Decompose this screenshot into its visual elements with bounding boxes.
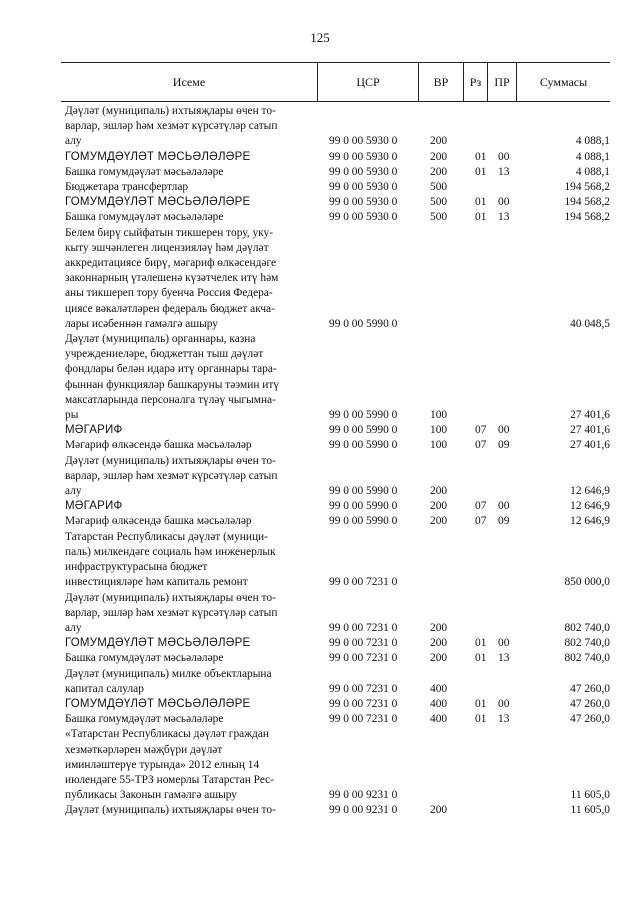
row-sum: 47 260,0 (570, 697, 610, 710)
row-values (65, 682, 610, 697)
row-sum: 11 605,0 (570, 804, 610, 817)
row-name: ГОМУМДӘҮЛӘТ МӘСЬӘЛӘЛӘРЕ (65, 637, 251, 650)
row-csr: 99 0 00 5990 0 (329, 515, 398, 528)
row-name: Башка гомумдәүләт мәсьәләләре (65, 165, 224, 178)
row-values (65, 484, 610, 499)
row-pr: 00 (498, 424, 510, 437)
row-values (65, 697, 610, 712)
row-values (65, 165, 610, 180)
row-vr: 200 (430, 652, 448, 665)
row-rz: 01 (475, 652, 487, 665)
row-name: Бюджетара трансфертлар (65, 181, 189, 194)
row-rz: 07 (475, 500, 487, 513)
row-values (65, 621, 610, 636)
row-csr: 99 0 00 5990 0 (329, 317, 398, 330)
row-csr: 99 0 00 5990 0 (329, 439, 398, 452)
table-row (65, 195, 610, 210)
row-rz: 07 (475, 424, 487, 437)
row-vr: 200 (430, 515, 448, 528)
row-name: Башка гомумдәүләт мәсьәләләре (65, 652, 224, 665)
row-rz: 01 (475, 713, 487, 726)
table-row (65, 332, 610, 423)
row-csr: 99 0 00 5930 0 (329, 196, 398, 209)
table-row (65, 530, 610, 591)
row-pr: 09 (498, 515, 510, 528)
row-pr: 00 (498, 196, 510, 209)
row-values (65, 195, 610, 210)
row-sum: 802 740,0 (564, 621, 610, 634)
row-name: Дәүләт (муниципаль) ихтыяҗлары өчен то- варлар, эшләр һәм хезмәт күрсәтүләр сатып алу (65, 454, 278, 498)
row-vr: 500 (430, 181, 448, 194)
row-name: ГОМУМДӘҮЛӘТ МӘСЬӘЛӘЛӘРЕ (65, 697, 251, 710)
row-name: Мәгариф өлкәсендә башка мәсьәләләр (65, 439, 252, 452)
row-values (65, 499, 610, 514)
row-vr: 500 (430, 196, 448, 209)
row-vr: 100 (430, 424, 448, 437)
row-vr: 200 (430, 637, 448, 650)
header-csr: ЦСР (317, 63, 418, 101)
table-row (65, 803, 610, 818)
row-name: Татарстан Республикасы дәүләт (муници- паль) милкендәге социаль һәм инженерлык инфраструктурасына бюджет инвестицияләре һәм капиталь ремонт (65, 530, 276, 589)
row-csr: 99 0 00 7231 0 (329, 576, 398, 589)
row-vr: 200 (430, 165, 448, 178)
row-values (65, 803, 610, 818)
table-row (65, 697, 610, 712)
row-csr: 99 0 00 5930 0 (329, 211, 398, 224)
row-csr: 99 0 00 5990 0 (329, 485, 398, 498)
row-sum: 802 740,0 (564, 637, 610, 650)
table-row (65, 591, 610, 637)
row-csr: 99 0 00 7231 0 (329, 637, 398, 650)
row-name: Дәүләт (муниципаль) ихтыяҗлары өчен то- (65, 804, 276, 817)
row-sum: 11 605,0 (570, 789, 610, 802)
row-sum: 850 000,0 (564, 576, 610, 589)
row-name: Дәүләт (муниципаль) ихтыяҗлары өчен то- варлар, эшләр һәм хезмәт күрсәтүләр сатып алу (65, 105, 278, 148)
row-csr: 99 0 00 7231 0 (329, 697, 398, 710)
row-name: МӘГАРИФ (65, 424, 123, 437)
row-name: «Татарстан Республикасы дәүләт граждан хезмәткәрләрен мәҗбүри дәүләт иминләштерүе турында» 2012 елның 14 июлендәге 55-ТРЗ номерлы Татарстан Рес- публикасы Законын гамәлгә ашыру (65, 728, 275, 802)
row-sum: 12 646,9 (570, 515, 610, 528)
row-values (65, 788, 610, 803)
row-values (65, 636, 610, 651)
row-name: Дәүләт (муниципаль) ихтыяҗлары өчен то- варлар, эшләр һәм хезмәт күрсәтүләр сатып алу (65, 591, 278, 634)
row-sum: 12 646,9 (570, 485, 610, 498)
row-name: Башка гомумдәүләт мәсьәләләре (65, 211, 224, 224)
table-row (65, 180, 610, 195)
table-row (65, 712, 610, 727)
page-number: 125 (310, 30, 330, 45)
row-rz: 01 (475, 150, 487, 163)
row-name: Белем бирү сыйфатын тикшерен тору, уку- кыту эшчәнлеген лицензияләү һәм дәүләт aккредитациясе бирү, мәгариф өлкәсендәге законнарның үтәлешенә күзәтчелек итү һәм аны тикшереп тору буенча Россия Федера- циясе вәкаләтләрен федераль бюджет акча- лары исәбеннән гамәлгә ашыру (65, 226, 279, 330)
row-vr: 200 (430, 485, 448, 498)
row-values (65, 423, 610, 438)
row-sum: 40 048,5 (570, 317, 610, 330)
row-csr: 99 0 00 5990 0 (329, 500, 398, 513)
row-vr: 500 (430, 211, 448, 224)
header-sum: Суммасы (516, 63, 610, 101)
row-pr: 00 (498, 150, 510, 163)
row-sum: 802 740,0 (564, 652, 610, 665)
row-csr: 99 0 00 5930 0 (329, 150, 398, 163)
row-rz: 01 (475, 196, 487, 209)
row-sum: 47 260,0 (570, 682, 610, 695)
row-rz: 07 (475, 515, 487, 528)
row-rz: 01 (475, 165, 487, 178)
row-vr: 400 (430, 682, 448, 695)
row-pr: 13 (498, 652, 510, 665)
row-sum: 27 401,6 (570, 424, 610, 437)
row-name: Дәүләт (муниципаль) органнары, казна учреждениеләре, бюджеттан тыш дәүләт фондлары белән идарә итү органнары тара- фыннан функцияләр башкаруны тәэмин итү максатларында персоналга түләү чыгымна- ры (65, 333, 280, 422)
table-header (61, 62, 610, 102)
table-row (65, 150, 610, 165)
row-values (65, 515, 610, 530)
row-sum: 27 401,6 (570, 439, 610, 452)
row-values (65, 575, 610, 590)
row-rz: 01 (475, 697, 487, 710)
row-csr: 99 0 00 7231 0 (329, 713, 398, 726)
budget-table-body (65, 104, 610, 819)
table-row (65, 423, 610, 438)
row-values (65, 317, 610, 332)
row-vr: 200 (430, 804, 448, 817)
row-csr: 99 0 00 5990 0 (329, 424, 398, 437)
row-pr: 13 (498, 165, 510, 178)
row-csr: 99 0 00 9231 0 (329, 804, 398, 817)
row-vr: 100 (430, 439, 448, 452)
row-sum: 47 260,0 (570, 713, 610, 726)
row-sum: 27 401,6 (570, 409, 610, 422)
row-vr: 200 (430, 621, 448, 634)
row-vr: 200 (430, 500, 448, 513)
row-csr: 99 0 00 5930 0 (329, 165, 398, 178)
row-values (65, 651, 610, 666)
row-values (65, 210, 610, 225)
row-vr: 400 (430, 713, 448, 726)
row-sum: 194 568,2 (564, 211, 610, 224)
header-vr: ВР (418, 63, 463, 101)
table-row (65, 454, 610, 500)
row-pr: 00 (498, 500, 510, 513)
header-name: Исеме (172, 74, 206, 89)
row-values (65, 180, 610, 195)
row-name: ГОМУМДӘҮЛӘТ МӘСЬӘЛӘЛӘРЕ (65, 150, 251, 163)
header-rz: Рз (463, 63, 487, 101)
row-csr: 99 0 00 5990 0 (329, 409, 398, 422)
table-row (65, 499, 610, 514)
row-values (65, 712, 610, 727)
row-values (65, 408, 610, 423)
row-pr: 09 (498, 439, 510, 452)
row-csr: 99 0 00 7231 0 (329, 682, 398, 695)
row-sum: 194 568,2 (564, 196, 610, 209)
table-row (65, 651, 610, 666)
header-pr: ПР (487, 63, 516, 101)
row-sum: 4 088,1 (575, 135, 610, 148)
row-name: МӘГАРИФ (65, 500, 123, 513)
table-row (65, 727, 610, 803)
row-rz: 07 (475, 439, 487, 452)
row-csr: 99 0 00 7231 0 (329, 621, 398, 634)
row-vr: 200 (430, 150, 448, 163)
row-name: ГОМУМДӘҮЛӘТ МӘСЬӘЛӘЛӘРЕ (65, 196, 251, 209)
row-pr: 13 (498, 211, 510, 224)
table-row (65, 514, 610, 529)
table-row (65, 165, 610, 180)
table-row (65, 104, 610, 150)
row-csr: 99 0 00 7231 0 (329, 652, 398, 665)
row-values (65, 134, 610, 149)
row-name: Башка гомумдәүләт мәсьәләләре (65, 713, 224, 726)
row-vr: 100 (430, 409, 448, 422)
row-csr: 99 0 00 9231 0 (329, 789, 398, 802)
row-rz: 01 (475, 211, 487, 224)
row-csr: 99 0 00 5930 0 (329, 135, 398, 148)
row-sum: 12 646,9 (570, 500, 610, 513)
row-values (65, 438, 610, 453)
row-values (65, 150, 610, 165)
table-row (65, 210, 610, 225)
row-sum: 4 088,1 (575, 165, 610, 178)
table-row (65, 226, 610, 332)
row-pr: 00 (498, 637, 510, 650)
row-vr: 400 (430, 697, 448, 710)
row-csr: 99 0 00 5930 0 (329, 181, 398, 194)
row-rz: 01 (475, 637, 487, 650)
row-sum: 194 568,2 (564, 181, 610, 194)
row-name: Мәгариф өлкәсендә башка мәсьәләләр (65, 515, 252, 528)
row-sum: 4 088,1 (575, 150, 610, 163)
row-pr: 00 (498, 697, 510, 710)
row-pr: 13 (498, 713, 510, 726)
table-row (65, 667, 610, 697)
table-row (65, 438, 610, 453)
row-vr: 200 (430, 135, 448, 148)
row-name: Дәүләт (муниципаль) милке объектларына капитал салулар (65, 667, 272, 695)
table-row (65, 636, 610, 651)
